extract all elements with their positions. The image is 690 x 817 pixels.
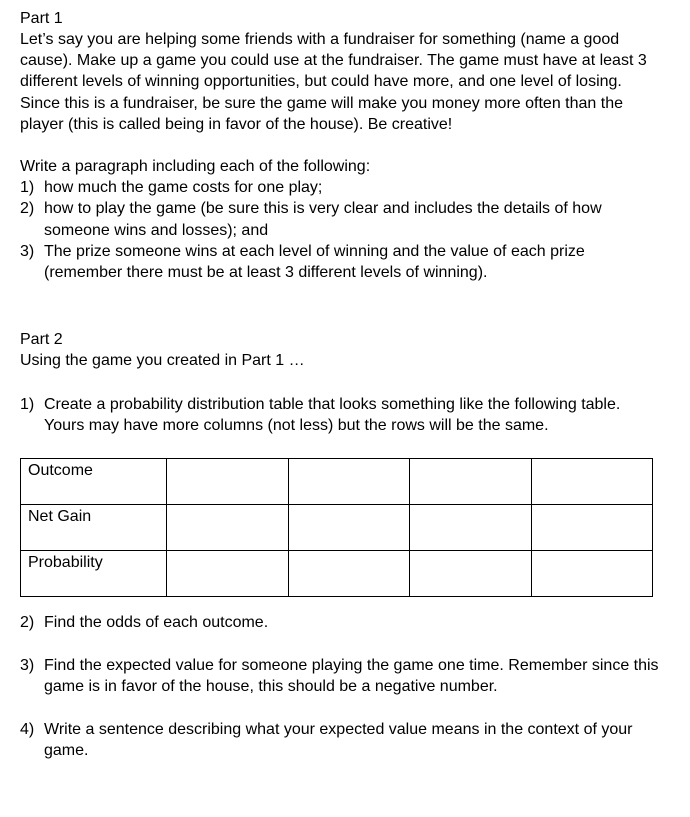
table-cell [167,459,289,505]
table-cell [531,459,653,505]
table-row [21,459,653,505]
part2-section [20,329,660,371]
row-label-outcome: Outcome [21,459,167,505]
table-cell [167,505,289,551]
table-row [21,505,653,551]
part2-heading: Part 2 [20,331,63,348]
part1-list-intro: Write a paragraph including each of the following: [20,158,371,176]
table-cell [410,505,532,551]
part2-item-1 [20,394,660,436]
part2-item-3 [20,655,660,697]
list-item: 1) Create a probability distribution table that looks something like the following table. Yours may have more columns (not less) but the rows will be the same. [20,396,621,435]
part2-item-2 [20,612,660,633]
probability-distribution-table [20,458,653,597]
table-cell [167,551,289,597]
table-cell [410,551,532,597]
table-cell [288,505,410,551]
part2-intro: Using the game you created in Part 1 … [20,352,305,369]
table-cell [288,459,410,505]
list-item: 3) The prize someone wins at each level of winning and the value of each prize (remember there must be at least 3 different levels of winning). [20,242,585,282]
part1-section [20,8,660,283]
part2-item-4 [20,719,660,761]
table-cell [288,551,410,597]
list-item: 2) how to play the game (be sure this is very clear and includes the details of how someone wins and losses); and [20,200,602,239]
table-cell [531,505,653,551]
list-item: 4) Write a sentence describing what your expected value means in the context of your game. [20,721,633,760]
list-item: 3) Find the expected value for someone playing the game one time. Remember since this game is in favor of the house, this should be a negative number. [20,657,659,696]
table-row [21,551,653,597]
list-item: 2) Find the odds of each outcome. [20,614,269,631]
table-cell [410,459,532,505]
part1-requirements-list [20,177,660,283]
list-item: 1) how much the game costs for one play; [20,179,323,197]
part1-intro: Let’s say you are helping some friends with a fundraiser for something (name a good cause). Make up a game you could use at the fundraiser. The game must have at least 3 different levels of winning opportunities, but could have more, and one level of losing. Since this is a fundraiser, be sure the game will make you money more often than the player (this is called being in favor of the house). Be creative! [20,31,647,133]
row-label-net-gain: Net Gain [21,505,167,551]
part1-heading: Part 1 [20,10,63,27]
table-cell [531,551,653,597]
row-label-probability: Probability [21,551,167,597]
